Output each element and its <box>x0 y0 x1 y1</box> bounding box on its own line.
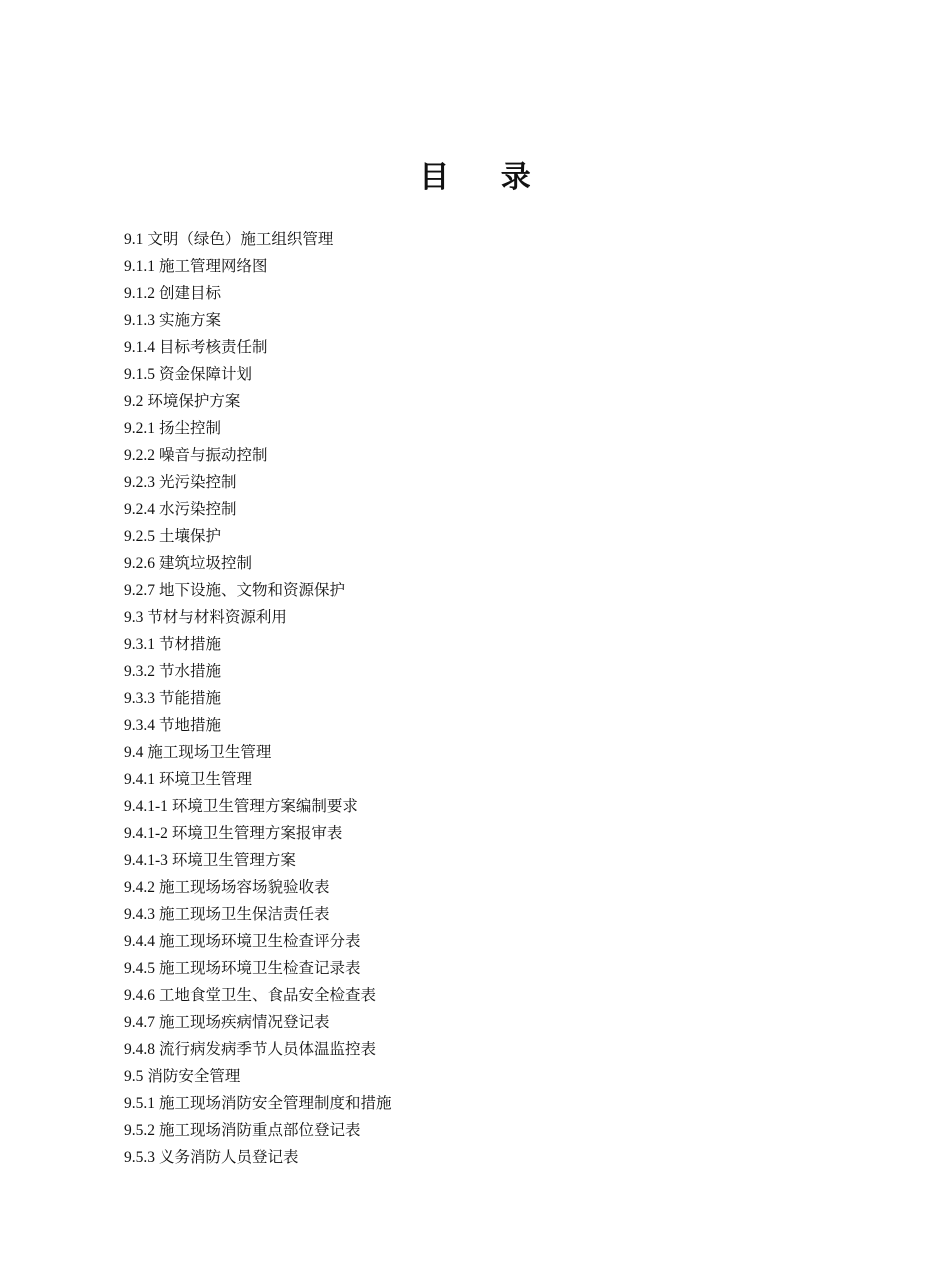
toc-entry-number: 9.1.5 <box>124 366 155 383</box>
toc-entry[interactable] <box>124 442 392 469</box>
toc-entry-text: 节材措施 <box>159 636 222 653</box>
toc-entry-text: 资金保障计划 <box>159 366 253 383</box>
toc-entry-number: 9.2.2 <box>124 447 155 464</box>
toc-entry[interactable] <box>124 1144 392 1171</box>
toc-entry-text: 节材与材料资源利用 <box>147 609 287 626</box>
toc-entry-number: 9.1.2 <box>124 285 155 302</box>
toc-entry-number: 9.3.1 <box>124 636 155 653</box>
toc-entry[interactable] <box>124 415 392 442</box>
toc-entry-number: 9.4.4 <box>124 933 155 950</box>
toc-entry-text: 工地食堂卫生、食品安全检查表 <box>159 987 377 1004</box>
toc-entry-number: 9.4.2 <box>124 879 155 896</box>
toc-entry-number: 9.4.5 <box>124 960 155 977</box>
toc-entry[interactable] <box>124 226 392 253</box>
toc-entry-text: 流行病发病季节人员体温监控表 <box>159 1041 377 1058</box>
toc-entry-text: 节水措施 <box>159 663 222 680</box>
toc-entry-number: 9.1.1 <box>124 258 155 275</box>
toc-entry[interactable] <box>124 334 392 361</box>
toc-entry-number: 9.4.1-1 <box>124 798 168 815</box>
toc-entry-number: 9.5.3 <box>124 1149 155 1166</box>
toc-entry-text: 节地措施 <box>159 717 222 734</box>
toc-entry-text: 节能措施 <box>159 690 222 707</box>
toc-entry-text: 扬尘控制 <box>159 420 222 437</box>
toc-list <box>124 226 392 1171</box>
toc-entry[interactable] <box>124 1009 392 1036</box>
toc-entry-number: 9.2.5 <box>124 528 155 545</box>
toc-entry[interactable] <box>124 523 392 550</box>
toc-entry[interactable] <box>124 253 392 280</box>
toc-entry-text: 实施方案 <box>159 312 222 329</box>
toc-entry-text: 环境保护方案 <box>147 393 241 410</box>
toc-entry-text: 施工现场消防安全管理制度和措施 <box>159 1095 392 1112</box>
toc-entry[interactable] <box>124 631 392 658</box>
toc-entry-text: 环境卫生管理 <box>159 771 253 788</box>
toc-entry-number: 9.1.3 <box>124 312 155 329</box>
toc-entry-text: 施工现场卫生保洁责任表 <box>159 906 330 923</box>
toc-entry[interactable] <box>124 469 392 496</box>
toc-entry-number: 9.4.1-2 <box>124 825 168 842</box>
toc-entry-number: 9.3.3 <box>124 690 155 707</box>
toc-entry-text: 创建目标 <box>159 285 222 302</box>
toc-entry[interactable] <box>124 712 392 739</box>
toc-entry[interactable] <box>124 955 392 982</box>
toc-entry[interactable] <box>124 361 392 388</box>
toc-entry-text: 施工现场消防重点部位登记表 <box>159 1122 361 1139</box>
toc-entry-text: 土壤保护 <box>159 528 222 545</box>
toc-entry-number: 9.3.4 <box>124 717 155 734</box>
toc-entry-number: 9.5.1 <box>124 1095 155 1112</box>
toc-entry-text: 噪音与振动控制 <box>159 447 268 464</box>
toc-entry-text: 环境卫生管理方案 <box>171 852 296 869</box>
toc-entry-number: 9.4.7 <box>124 1014 155 1031</box>
toc-entry-number: 9.3 <box>124 609 144 626</box>
toc-entry[interactable] <box>124 550 392 577</box>
toc-entry[interactable] <box>124 1117 392 1144</box>
toc-entry[interactable] <box>124 658 392 685</box>
toc-entry[interactable] <box>124 820 392 847</box>
toc-entry-number: 9.4.8 <box>124 1041 155 1058</box>
toc-entry-text: 水污染控制 <box>159 501 237 518</box>
toc-entry-text: 光污染控制 <box>159 474 237 491</box>
toc-entry-text: 消防安全管理 <box>147 1068 241 1085</box>
toc-entry[interactable] <box>124 847 392 874</box>
toc-entry[interactable] <box>124 928 392 955</box>
toc-entry[interactable] <box>124 280 392 307</box>
toc-entry-text: 施工现场场容场貌验收表 <box>159 879 330 896</box>
toc-entry[interactable] <box>124 388 392 415</box>
toc-entry-text: 地下设施、文物和资源保护 <box>159 582 346 599</box>
toc-entry[interactable] <box>124 577 392 604</box>
toc-entry-text: 施工现场疾病情况登记表 <box>159 1014 330 1031</box>
toc-entry[interactable] <box>124 1090 392 1117</box>
toc-entry-number: 9.5.2 <box>124 1122 155 1139</box>
toc-entry[interactable] <box>124 739 392 766</box>
toc-entry-text: 目标考核责任制 <box>159 339 268 356</box>
toc-entry-text: 施工现场卫生管理 <box>147 744 272 761</box>
toc-entry[interactable] <box>124 766 392 793</box>
toc-entry-number: 9.3.2 <box>124 663 155 680</box>
toc-entry[interactable] <box>124 1036 392 1063</box>
toc-entry-number: 9.4.1-3 <box>124 852 168 869</box>
toc-entry-number: 9.2.3 <box>124 474 155 491</box>
toc-entry[interactable] <box>124 307 392 334</box>
toc-entry-number: 9.4 <box>124 744 144 761</box>
toc-entry-text: 义务消防人员登记表 <box>159 1149 299 1166</box>
toc-entry-number: 9.2 <box>124 393 144 410</box>
toc-entry-number: 9.2.6 <box>124 555 155 572</box>
toc-entry-number: 9.5 <box>124 1068 144 1085</box>
toc-entry-text: 环境卫生管理方案报审表 <box>171 825 343 842</box>
toc-title: 目 录 <box>419 161 553 194</box>
toc-entry-text: 文明（绿色）施工组织管理 <box>147 231 334 248</box>
toc-entry-number: 9.4.3 <box>124 906 155 923</box>
toc-entry-text: 建筑垃圾控制 <box>159 555 253 572</box>
toc-entry-number: 9.4.1 <box>124 771 155 788</box>
toc-entry-text: 施工现场环境卫生检查评分表 <box>159 933 361 950</box>
toc-entry[interactable] <box>124 1063 392 1090</box>
toc-entry-text: 环境卫生管理方案编制要求 <box>171 798 358 815</box>
toc-entry-number: 9.2.7 <box>124 582 155 599</box>
toc-entry-number: 9.1.4 <box>124 339 155 356</box>
toc-entry[interactable] <box>124 874 392 901</box>
toc-entry[interactable] <box>124 982 392 1009</box>
toc-entry[interactable] <box>124 496 392 523</box>
toc-entry-number: 9.4.6 <box>124 987 155 1004</box>
toc-entry[interactable] <box>124 685 392 712</box>
toc-entry-number: 9.2.4 <box>124 501 155 518</box>
toc-entry-text: 施工现场环境卫生检查记录表 <box>159 960 361 977</box>
toc-entry[interactable] <box>124 793 392 820</box>
toc-entry[interactable] <box>124 901 392 928</box>
toc-entry[interactable] <box>124 604 392 631</box>
toc-entry-number: 9.2.1 <box>124 420 155 437</box>
toc-entry-number: 9.1 <box>124 231 144 248</box>
toc-entry-text: 施工管理网络图 <box>159 258 268 275</box>
